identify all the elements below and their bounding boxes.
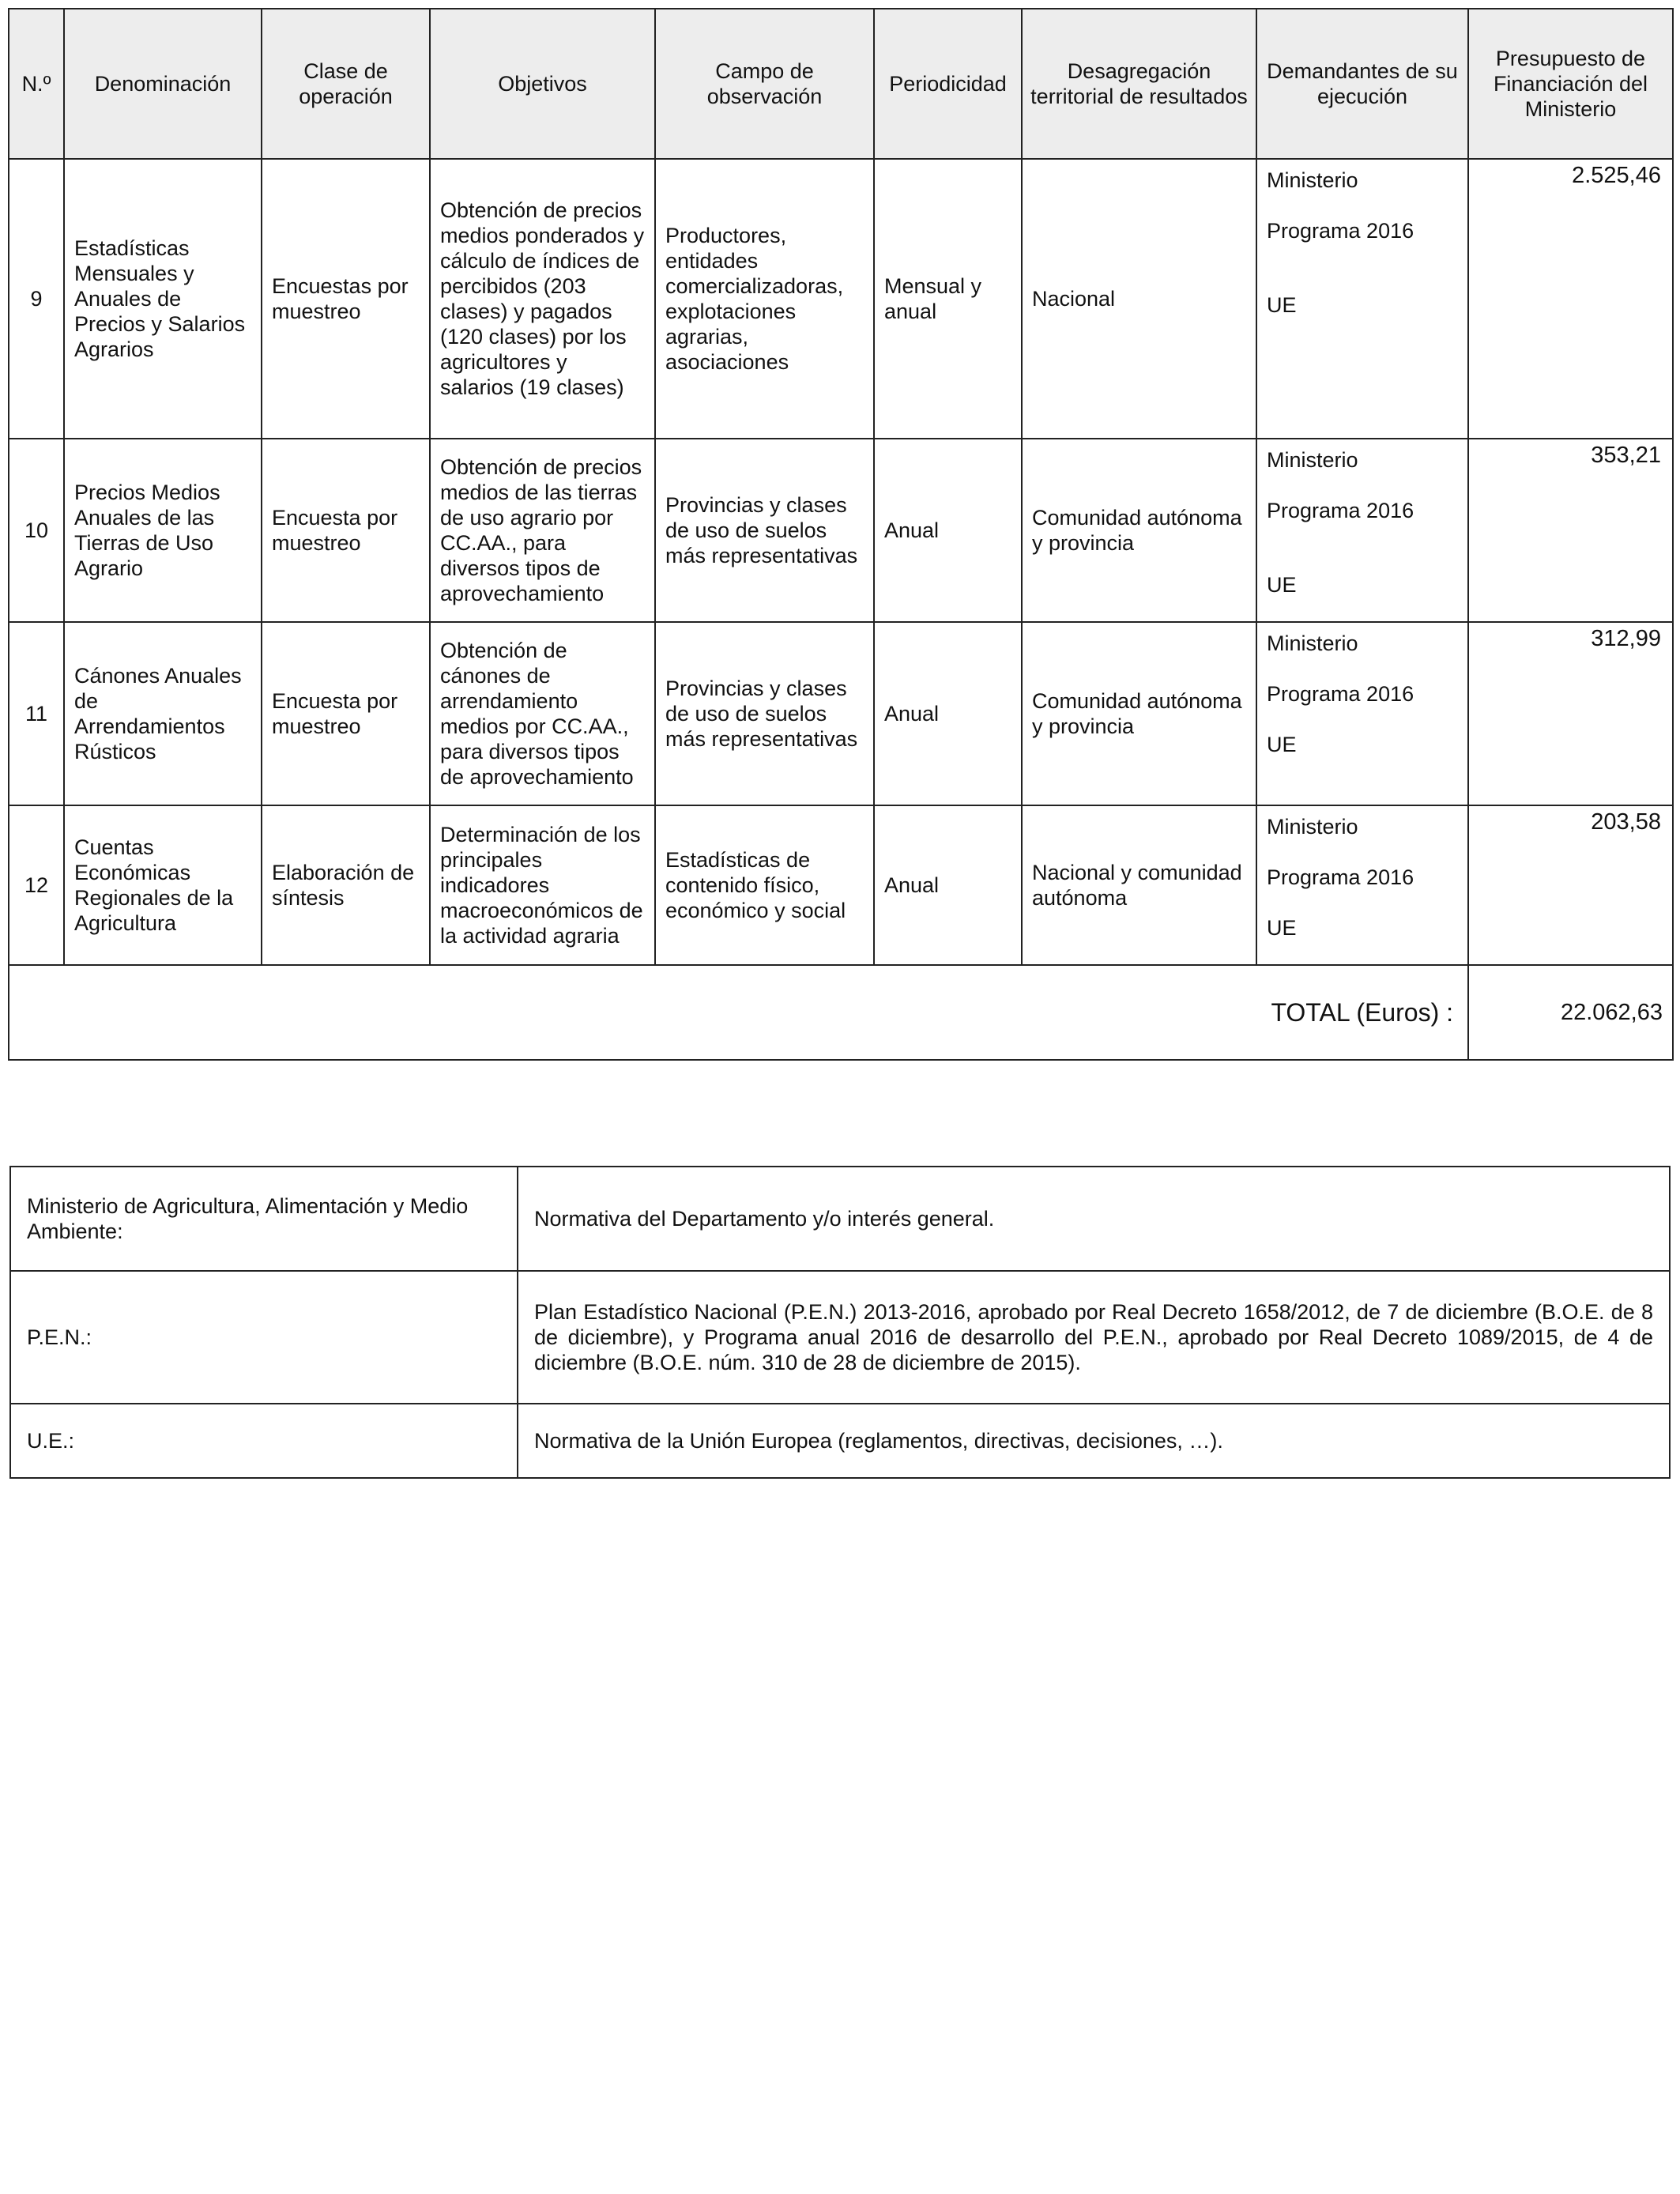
table-header-row — [9, 9, 1673, 159]
row-periodicity: Anual — [874, 622, 1022, 805]
total-row — [9, 965, 1673, 1060]
row-demand — [1256, 622, 1468, 805]
demand-ministerio: Ministerio — [1267, 815, 1358, 839]
row-number: 11 — [9, 622, 64, 805]
row-denomination: Cuentas Económicas Regionales de la Agricultura — [64, 805, 262, 965]
row-denomination: Precios Medios Anuales de las Tierras de Uso Agrario — [64, 439, 262, 622]
header-budget: Presupuesto de Financiación del Ministerio — [1468, 9, 1673, 159]
header-demand: Demandantes de su ejecución — [1256, 9, 1468, 159]
row-denomination: Estadísticas Mensuales y Anuales de Precios y Salarios Agrarios — [64, 159, 262, 439]
row-territorial: Comunidad autónoma y provincia — [1022, 622, 1256, 805]
demand-ue: UE — [1267, 573, 1297, 597]
total-label: TOTAL (Euros) : — [9, 965, 1468, 1060]
row-operation: Elaboración de síntesis — [262, 805, 430, 965]
row-field: Estadísticas de contenido físico, económico y social — [655, 805, 874, 965]
row-objectives: Obtención de precios medios ponderados y cálculo de índices de percibidos (203 clases) y pagados (120 clases) por los agricultores y salarios (19 clases) — [430, 159, 655, 439]
row-operation: Encuestas por muestreo — [262, 159, 430, 439]
total-value: 22.062,63 — [1468, 965, 1673, 1060]
row-periodicity: Anual — [874, 805, 1022, 965]
legend-key: U.E.: — [10, 1404, 518, 1478]
legend-key: P.E.N.: — [10, 1271, 518, 1404]
header-periodicity: Periodicidad — [874, 9, 1022, 159]
row-territorial: Nacional y comunidad autónoma — [1022, 805, 1256, 965]
row-demand — [1256, 159, 1468, 439]
demand-programa: Programa 2016 — [1267, 682, 1414, 706]
legend-value: Plan Estadístico Nacional (P.E.N.) 2013-2016, aprobado por Real Decreto 1658/2012, de 7 de diciembre (B.O.E. de 8 de diciembre), y Programa anual 2016 de desarrollo del P.E.N., aprobado por Real Decreto 1089/2015, de 4 de diciembre (B.O.E. núm. 310 de 28 de diciembre de 2015). — [518, 1271, 1670, 1404]
row-objectives: Obtención de cánones de arrendamiento medios por CC.AA., para diversos tipos de aprovechamiento — [430, 622, 655, 805]
row-objectives: Determinación de los principales indicadores macroeconómicos de la actividad agraria — [430, 805, 655, 965]
row-budget: 203,58 — [1468, 805, 1673, 965]
demand-programa: Programa 2016 — [1267, 219, 1414, 243]
header-observation-field: Campo de observación — [655, 9, 874, 159]
table-row — [9, 622, 1673, 805]
row-periodicity: Anual — [874, 439, 1022, 622]
demand-ministerio: Ministerio — [1267, 631, 1358, 655]
legend-row — [10, 1271, 1670, 1404]
demand-ue: UE — [1267, 733, 1297, 756]
demand-programa: Programa 2016 — [1267, 865, 1414, 889]
row-number: 9 — [9, 159, 64, 439]
header-number: N.º — [9, 9, 64, 159]
header-objectives: Objetivos — [430, 9, 655, 159]
row-field: Provincias y clases de uso de suelos más representativas — [655, 622, 874, 805]
header-operation-class: Clase de operación — [262, 9, 430, 159]
row-demand — [1256, 805, 1468, 965]
header-denomination: Denominación — [64, 9, 262, 159]
demand-programa: Programa 2016 — [1267, 499, 1414, 522]
legend-table — [9, 1166, 1671, 1479]
row-territorial: Comunidad autónoma y provincia — [1022, 439, 1256, 622]
legend-key: Ministerio de Agricultura, Alimentación y Medio Ambiente: — [10, 1167, 518, 1271]
demand-ue: UE — [1267, 916, 1297, 940]
row-operation: Encuesta por muestreo — [262, 622, 430, 805]
demand-ministerio: Ministerio — [1267, 448, 1358, 472]
table-row — [9, 159, 1673, 439]
row-periodicity: Mensual y anual — [874, 159, 1022, 439]
row-operation: Encuesta por muestreo — [262, 439, 430, 622]
legend-row — [10, 1167, 1670, 1271]
row-field: Productores, entidades comercializadoras, explotaciones agrarias, asociaciones — [655, 159, 874, 439]
row-objectives: Obtención de precios medios de las tierras de uso agrario por CC.AA., para diversos tipos de aprovechamiento — [430, 439, 655, 622]
table-row — [9, 805, 1673, 965]
table-row — [9, 439, 1673, 622]
row-number: 10 — [9, 439, 64, 622]
header-territorial: Desagregación territorial de resultados — [1022, 9, 1256, 159]
row-territorial: Nacional — [1022, 159, 1256, 439]
legend-row — [10, 1404, 1670, 1478]
legend-value: Normativa de la Unión Europea (reglamentos, directivas, decisiones, …). — [518, 1404, 1670, 1478]
statistics-table — [8, 8, 1674, 1061]
demand-ue: UE — [1267, 293, 1297, 317]
row-denomination: Cánones Anuales de Arrendamientos Rústicos — [64, 622, 262, 805]
row-field: Provincias y clases de uso de suelos más representativas — [655, 439, 874, 622]
row-budget: 312,99 — [1468, 622, 1673, 805]
row-budget: 353,21 — [1468, 439, 1673, 622]
demand-ministerio: Ministerio — [1267, 168, 1358, 192]
row-budget: 2.525,46 — [1468, 159, 1673, 439]
row-number: 12 — [9, 805, 64, 965]
legend-value: Normativa del Departamento y/o interés general. — [518, 1167, 1670, 1271]
row-demand — [1256, 439, 1468, 622]
